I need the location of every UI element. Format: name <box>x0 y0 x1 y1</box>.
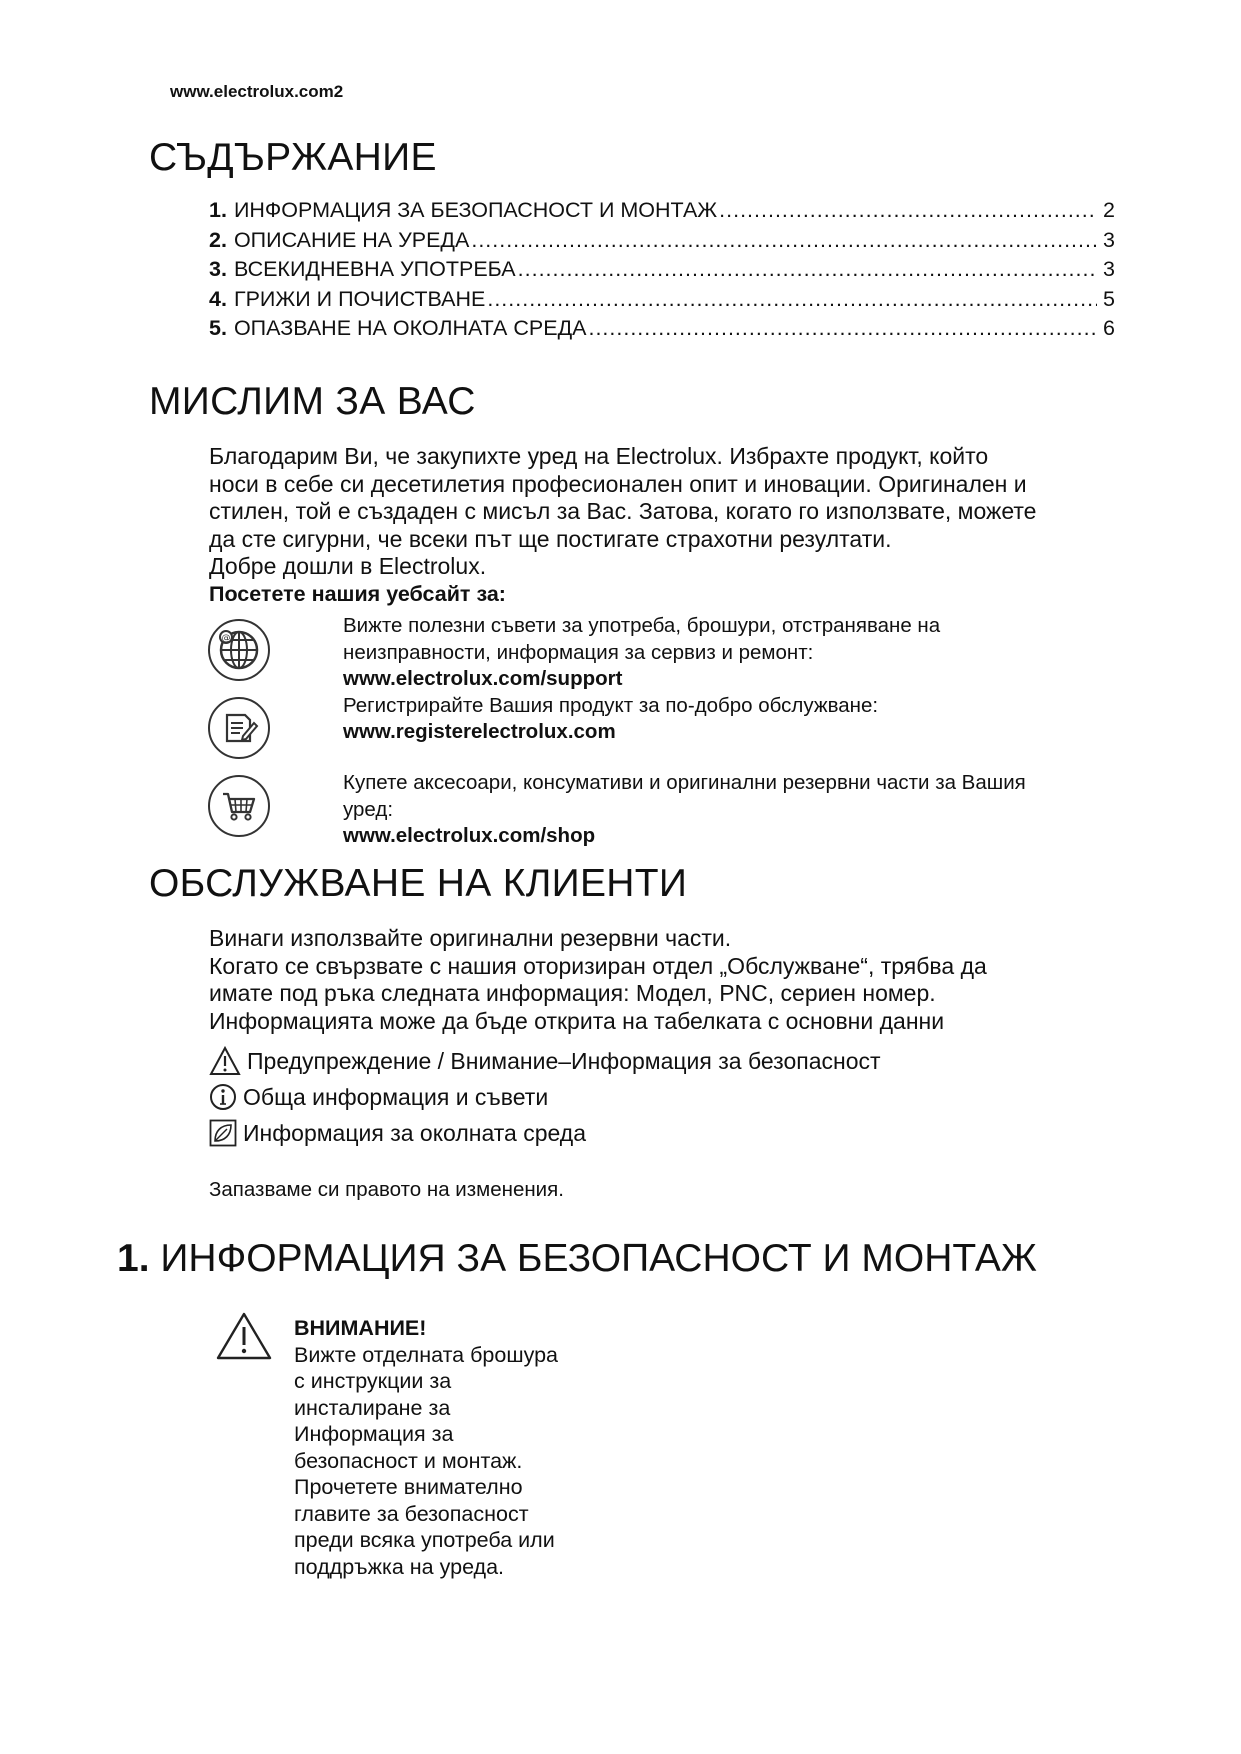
intro-line: да сте сигурни, че всеки път ще постигате страхотни резултати. <box>209 525 892 552</box>
service-line: Винаги използвайте оригинални резервни части. <box>209 925 732 951</box>
customer-service-heading: ОБСЛУЖВАНЕ НА КЛИЕНТИ <box>149 862 688 905</box>
toc-item[interactable] <box>209 228 1115 258</box>
intro-line: носи в себе си десетилетия професионален опит и иновации. Оригинален и <box>209 470 1027 497</box>
toc-heading: СЪДЪРЖАНИЕ <box>149 136 437 179</box>
table-of-contents <box>209 198 1115 346</box>
support-line: Вижте полезни съвети за употреба, брошури, отстраняване на <box>343 614 941 637</box>
register-link[interactable]: www.registerelectrolux.com <box>343 720 616 743</box>
toc-item-number: 3. <box>209 257 227 282</box>
legend-item <box>209 1115 881 1151</box>
intro-paragraph <box>209 443 1036 608</box>
toc-leader-dots <box>471 228 1097 253</box>
warning-line: Прочетете внимателно <box>294 1475 523 1499</box>
warning-line: Вижте отделната брошура <box>294 1342 559 1367</box>
thinking-heading: МИСЛИМ ЗА ВАС <box>149 380 476 423</box>
toc-leader-dots <box>719 198 1097 223</box>
svg-text:@: @ <box>221 633 231 644</box>
header-website: www.electrolux.com2 <box>170 82 344 101</box>
warning-block <box>294 1315 558 1580</box>
toc-item-number: 4. <box>209 286 227 311</box>
leaf-icon <box>209 1119 237 1147</box>
register-icon-wrapper <box>208 697 270 759</box>
toc-item-page: 3 <box>1103 257 1115 282</box>
toc-item-page: 6 <box>1103 316 1115 341</box>
legend-item <box>209 1043 881 1079</box>
warning-line: с инструкции за <box>294 1369 452 1393</box>
warning-line: безопасност и монтаж. <box>294 1448 523 1473</box>
toc-item-number: 5. <box>209 316 227 341</box>
toc-item-page: 5 <box>1103 286 1115 311</box>
section-1-number: 1. <box>117 1237 150 1280</box>
legend-text: Обща информация и съвети <box>243 1083 549 1110</box>
legend-item <box>209 1079 881 1115</box>
toc-item-number: 1. <box>209 198 227 222</box>
support-icon-wrapper <box>208 619 270 681</box>
register-line: Регистрирайте Вашия продукт за по-добро обслужване: <box>343 693 879 717</box>
shop-icon-wrapper <box>208 775 270 837</box>
warning-title: ВНИМАНИЕ! <box>294 1316 427 1340</box>
service-line: Когато се свързвате с нашия оторизиран отдел „Обслужване“, трябва да <box>209 952 987 979</box>
shop-line: Купете аксесоари, консумативи и оригинални резервни части за Вашия <box>343 771 1026 794</box>
toc-item[interactable] <box>209 257 1115 287</box>
toc-item-title: ОПАЗВАНЕ НА ОКОЛНАТА СРЕДА <box>233 316 587 341</box>
warning-line: Информация за <box>294 1422 454 1446</box>
toc-item-page: 3 <box>1103 227 1115 252</box>
symbol-legend <box>209 1043 881 1151</box>
legend-text: Информация за околната среда <box>243 1119 586 1146</box>
section-1-heading <box>117 1237 1037 1281</box>
register-form-icon <box>208 697 270 759</box>
warning-triangle-icon <box>209 1046 241 1076</box>
intro-line: Благодарим Ви, че закупихте уред на Electrolux. Избрахте продукт, който <box>209 443 989 469</box>
customer-service-paragraph <box>209 925 987 1035</box>
section-1-title: ИНФОРМАЦИЯ ЗА БЕЗОПАСНОСТ И МОНТАЖ <box>160 1237 1037 1280</box>
warning-line: поддръжка на уреда. <box>294 1554 505 1579</box>
shopping-cart-icon <box>208 775 270 837</box>
toc-leader-dots <box>588 316 1097 341</box>
warning-line: преди всяка употреба или <box>294 1528 555 1552</box>
shop-line: уред: <box>343 797 394 821</box>
visit-website-label: Посетете нашия уебсайт за: <box>209 581 506 606</box>
intro-line: стилен, той е създаден с мисъл за Вас. Затова, когато го използвате, можете <box>209 498 1037 524</box>
toc-leader-dots <box>518 257 1097 282</box>
legend-text: Предупреждение / Внимание–Информация за безопасност <box>247 1047 881 1074</box>
service-line: Информацията може да бъде открита на табелката с основни данни <box>209 1007 945 1034</box>
globe-icon <box>208 619 270 681</box>
toc-item[interactable] <box>209 287 1115 317</box>
shop-text <box>343 770 1026 850</box>
warning-line: инсталиране за <box>294 1395 451 1420</box>
toc-item[interactable] <box>209 198 1115 228</box>
toc-item-title: ОПИСАНИЕ НА УРЕДА <box>233 227 470 252</box>
toc-item-number: 2. <box>209 227 227 252</box>
info-icon <box>209 1083 237 1111</box>
shop-link[interactable]: www.electrolux.com/shop <box>343 824 596 847</box>
toc-item-title: ГРИЖИ И ПОЧИСТВАНЕ <box>233 286 486 311</box>
toc-item-title: ВСЕКИДНЕВНА УПОТРЕБА <box>233 257 516 282</box>
warning-line: главите за безопасност <box>294 1501 529 1526</box>
service-line: имате под ръка следната информация: Модел, PNC, сериен номер. <box>209 980 936 1006</box>
warning-triangle-icon <box>215 1311 273 1361</box>
intro-line: Добре дошли в Electrolux. <box>209 553 487 579</box>
toc-item-page: 2 <box>1103 198 1115 222</box>
toc-leader-dots <box>487 287 1097 312</box>
rights-reserved-note: Запазваме си правото на изменения. <box>209 1178 564 1201</box>
support-text <box>343 613 940 746</box>
toc-item[interactable] <box>209 316 1115 346</box>
support-link[interactable]: www.electrolux.com/support <box>343 667 623 690</box>
support-line: неизправности, информация за сервиз и ремонт: <box>343 640 814 664</box>
toc-item-title: ИНФОРМАЦИЯ ЗА БЕЗОПАСНОСТ И МОНТАЖ <box>233 198 718 222</box>
